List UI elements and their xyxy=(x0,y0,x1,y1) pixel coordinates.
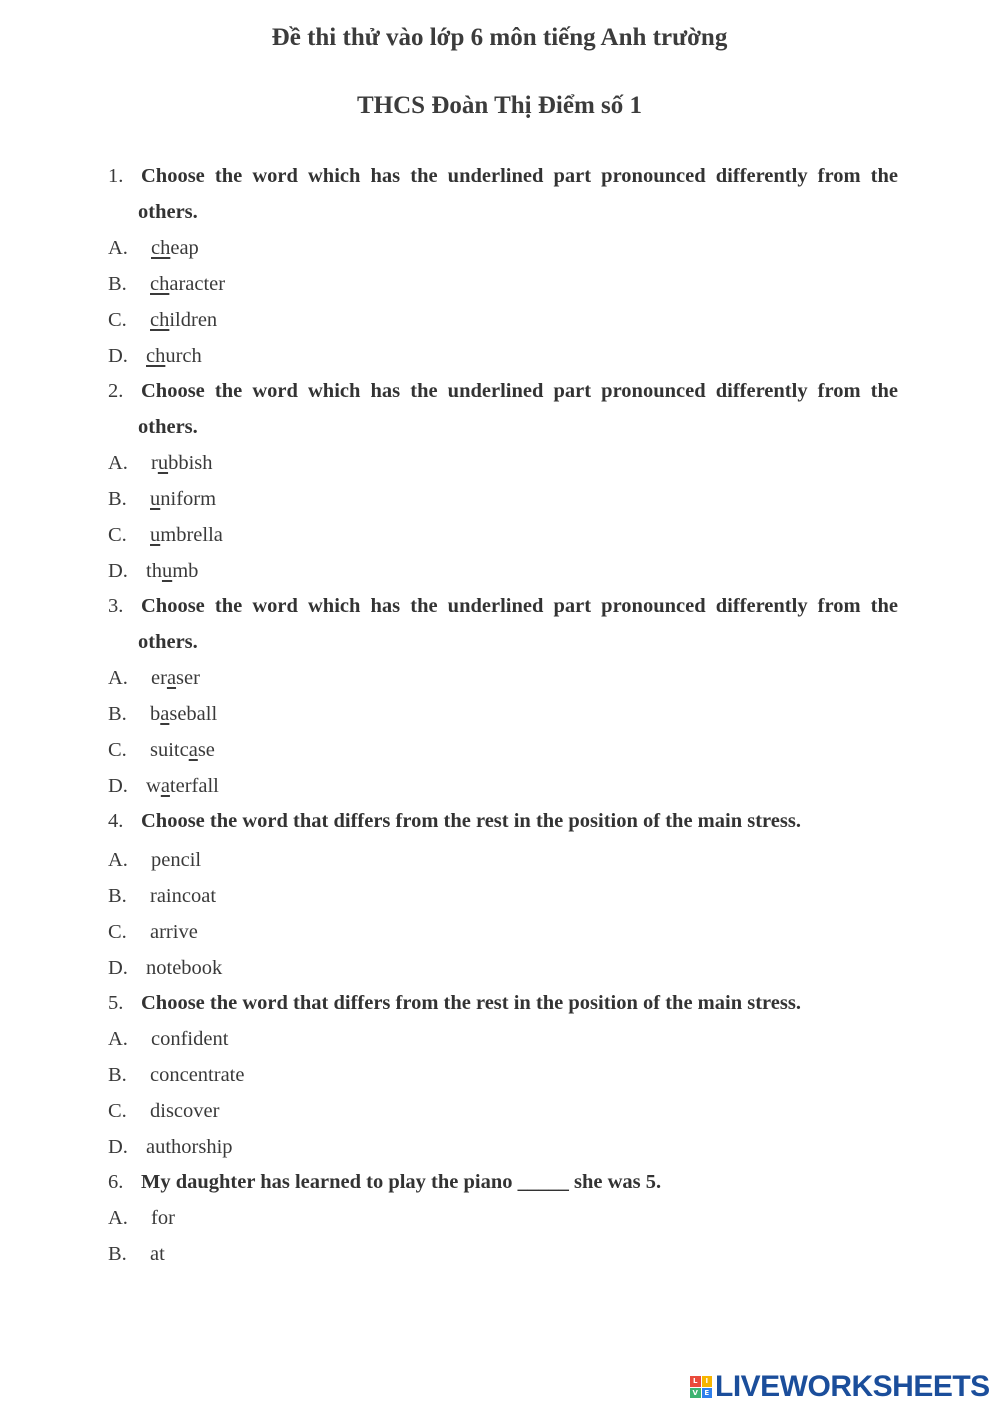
question-text: My daughter has learned to play the piano _____ she was 5. xyxy=(141,1171,662,1193)
option-word: eraser xyxy=(151,667,200,689)
option-letter: B. xyxy=(108,488,127,510)
option-letter: C. xyxy=(108,309,127,331)
option-word: cheap xyxy=(151,237,199,259)
option-5b[interactable] xyxy=(108,1061,244,1089)
option-word: raincoat xyxy=(150,885,217,907)
option-word: children xyxy=(150,309,218,331)
option-word: notebook xyxy=(146,957,223,979)
question-number: 3. xyxy=(108,595,124,617)
option-3a[interactable] xyxy=(108,664,200,692)
option-letter: B. xyxy=(108,1064,127,1086)
option-5d[interactable] xyxy=(108,1133,233,1161)
option-letter: A. xyxy=(108,849,128,871)
option-word: umbrella xyxy=(150,524,223,546)
question-2 xyxy=(108,373,898,445)
option-1d[interactable] xyxy=(108,342,202,370)
option-1a[interactable] xyxy=(108,234,199,262)
option-word: uniform xyxy=(150,488,217,510)
option-letter: C. xyxy=(108,921,127,943)
question-text: Choose the word that differs from the rest in the position of the main stress. xyxy=(141,810,801,832)
option-word: concentrate xyxy=(150,1064,245,1086)
page-title-line-1: Đề thi thử vào lớp 6 môn tiếng Anh trường xyxy=(271,24,728,51)
option-6a[interactable] xyxy=(108,1204,175,1232)
question-5 xyxy=(108,985,898,1021)
option-letter: C. xyxy=(108,524,127,546)
option-letter: A. xyxy=(108,452,128,474)
question-number: 1. xyxy=(108,165,124,187)
option-word: confident xyxy=(151,1028,229,1050)
option-letter: B. xyxy=(108,273,127,295)
option-word: thumb xyxy=(146,560,199,582)
option-letter: A. xyxy=(108,1028,128,1050)
option-2b[interactable] xyxy=(108,485,216,513)
option-word: character xyxy=(150,273,226,295)
question-text: Choose the word which has the underlined part pronounced differently from the others. xyxy=(138,165,898,223)
option-4a[interactable] xyxy=(108,846,201,874)
option-3c[interactable] xyxy=(108,736,215,764)
option-letter: A. xyxy=(108,667,128,689)
option-4d[interactable] xyxy=(108,954,222,982)
option-letter: B. xyxy=(108,1243,127,1265)
option-letter: B. xyxy=(108,703,127,725)
question-text: Choose the word which has the underlined part pronounced differently from the others. xyxy=(138,380,898,438)
option-word: rubbish xyxy=(151,452,213,474)
question-text: Choose the word that differs from the rest in the position of the main stress. xyxy=(141,992,801,1014)
option-2a[interactable] xyxy=(108,449,213,477)
option-letter: A. xyxy=(108,237,128,259)
option-letter: C. xyxy=(108,739,127,761)
question-text: Choose the word which has the underlined part pronounced differently from the others. xyxy=(138,595,898,653)
option-word: authorship xyxy=(146,1136,233,1158)
option-word: pencil xyxy=(151,849,202,871)
liveworksheets-logo[interactable] xyxy=(690,1370,990,1404)
question-1 xyxy=(108,158,898,230)
option-3d[interactable] xyxy=(108,772,219,800)
logo-text: LIVEWORKSHEETS xyxy=(715,1370,990,1403)
option-1c[interactable] xyxy=(108,306,217,334)
option-6b[interactable] xyxy=(108,1240,165,1268)
option-letter: B. xyxy=(108,885,127,907)
option-1b[interactable] xyxy=(108,270,225,298)
question-3 xyxy=(108,588,898,660)
question-number: 4. xyxy=(108,810,124,832)
option-word: at xyxy=(150,1243,165,1265)
option-2d[interactable] xyxy=(108,557,198,585)
option-word: discover xyxy=(150,1100,220,1122)
option-word: suitcase xyxy=(150,739,215,761)
question-4 xyxy=(108,803,898,839)
option-letter: D. xyxy=(108,560,128,582)
option-5c[interactable] xyxy=(108,1097,219,1125)
option-2c[interactable] xyxy=(108,521,223,549)
option-4c[interactable] xyxy=(108,918,198,946)
option-3b[interactable] xyxy=(108,700,217,728)
option-letter: D. xyxy=(108,345,128,367)
page-title-line-2: THCS Đoàn Thị Điểm số 1 xyxy=(356,92,642,119)
option-letter: D. xyxy=(108,957,128,979)
option-letter: D. xyxy=(108,775,128,797)
logo-grid-icon: L I V E xyxy=(690,1376,712,1398)
option-word: waterfall xyxy=(146,775,219,797)
option-word: church xyxy=(146,345,202,367)
option-letter: D. xyxy=(108,1136,128,1158)
option-letter: C. xyxy=(108,1100,127,1122)
question-6 xyxy=(108,1164,898,1200)
option-word: arrive xyxy=(150,921,198,943)
option-4b[interactable] xyxy=(108,882,216,910)
question-number: 5. xyxy=(108,992,124,1014)
option-5a[interactable] xyxy=(108,1025,228,1053)
question-number: 2. xyxy=(108,380,124,402)
option-word: baseball xyxy=(150,703,218,725)
option-letter: A. xyxy=(108,1207,128,1229)
question-number: 6. xyxy=(108,1171,124,1193)
option-word: for xyxy=(151,1207,175,1229)
